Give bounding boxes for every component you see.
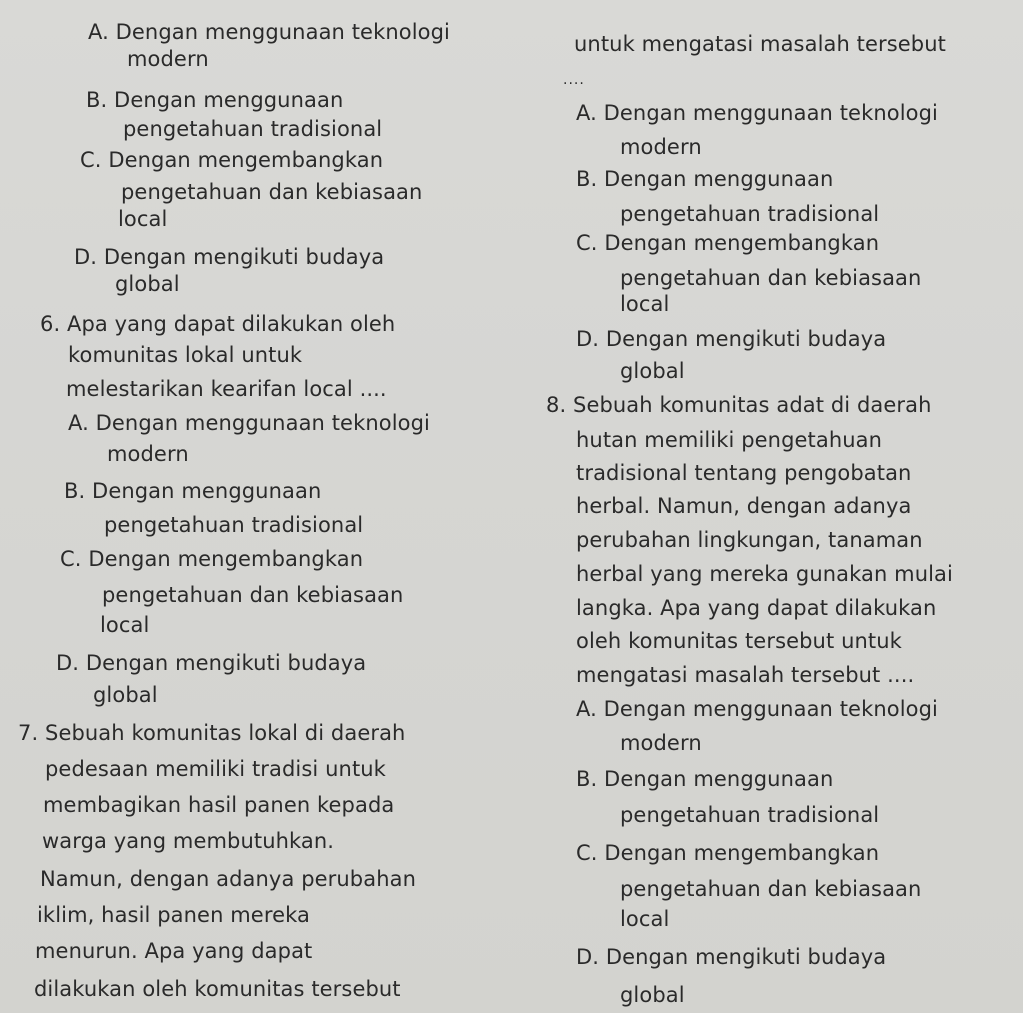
q8-option-c-line1: C. Dengan mengembangkan (576, 841, 880, 865)
q5-option-d-line1: D. Dengan mengikuti budaya (74, 245, 385, 269)
q8-question-line3: tradisional tentang pengobatan (576, 461, 912, 485)
q6-option-b-line1: B. Dengan menggunaan (64, 479, 322, 503)
q5-option-b-line2: pengetahuan tradisional (123, 117, 383, 141)
q8-option-a-line1: A. Dengan menggunaan teknologi (576, 697, 938, 721)
q7-question-line7: menurun. Apa yang dapat (35, 939, 313, 963)
q7-question-line8: dilakukan oleh komunitas tersebut (34, 977, 401, 1001)
q7-question-line5: Namun, dengan adanya perubahan (40, 867, 416, 891)
option-c-line1: C. Dengan mengembangkan (576, 231, 880, 255)
q5-option-c-line3: local (118, 207, 168, 231)
q7-question-line2: pedesaan memiliki tradisi untuk (45, 757, 386, 781)
q6-option-c-line1: C. Dengan mengembangkan (60, 547, 364, 571)
q8-question-line2: hutan memiliki pengetahuan (576, 428, 883, 452)
q6-option-a-line1: A. Dengan menggunaan teknologi (68, 411, 430, 435)
q5-option-a-line2: modern (127, 47, 209, 71)
q8-question-line7: langka. Apa yang dapat dilakukan (576, 596, 937, 620)
q6-option-b-line2: pengetahuan tradisional (104, 513, 364, 537)
q6-question-line1: 6. Apa yang dapat dilakukan oleh (40, 312, 396, 336)
q8-question-line4: herbal. Namun, dengan adanya (576, 494, 912, 518)
option-b-line1: B. Dengan menggunaan (576, 167, 834, 191)
q5-option-b-line1: B. Dengan menggunaan (86, 88, 344, 112)
q6-option-d-line2: global (93, 683, 158, 707)
option-a-line2: modern (620, 135, 702, 159)
q5-option-c-line1: C. Dengan mengembangkan (80, 148, 384, 172)
q5-option-c-line2: pengetahuan dan kebiasaan (121, 180, 423, 204)
q8-question-line6: herbal yang mereka gunakan mulai (576, 562, 953, 586)
q8-option-c-line3: local (620, 907, 670, 931)
q6-question-line2: komunitas lokal untuk (68, 343, 303, 367)
q8-option-b-line2: pengetahuan tradisional (620, 803, 880, 827)
q8-option-c-line2: pengetahuan dan kebiasaan (620, 877, 922, 901)
q8-question-line5: perubahan lingkungan, tanaman (576, 528, 923, 552)
option-a-line1: A. Dengan menggunaan teknologi (576, 101, 938, 125)
q7-question-line1: 7. Sebuah komunitas lokal di daerah (18, 721, 406, 745)
q8-question-line1: 8. Sebuah komunitas adat di daerah (546, 393, 932, 417)
option-c-line3: local (620, 292, 670, 316)
q8-question-line9: mengatasi masalah tersebut .... (576, 663, 915, 687)
q5-option-d-line2: global (115, 272, 180, 296)
continued-question-line2: .... (563, 72, 585, 88)
q8-option-d-line2: global (620, 983, 685, 1007)
option-d-line1: D. Dengan mengikuti budaya (576, 327, 887, 351)
option-b-line2: pengetahuan tradisional (620, 202, 880, 226)
q6-option-c-line2: pengetahuan dan kebiasaan (102, 583, 404, 607)
q8-option-a-line2: modern (620, 731, 702, 755)
option-d-line2: global (620, 359, 685, 383)
q8-option-b-line1: B. Dengan menggunaan (576, 767, 834, 791)
q6-option-d-line1: D. Dengan mengikuti budaya (56, 651, 367, 675)
q6-option-a-line2: modern (107, 442, 189, 466)
q7-question-line6: iklim, hasil panen mereka (37, 903, 310, 927)
q7-question-line4: warga yang membutuhkan. (42, 829, 335, 853)
q6-option-c-line3: local (100, 613, 150, 637)
q5-option-a-line1: A. Dengan menggunaan teknologi (88, 20, 450, 44)
continued-question-line1: untuk mengatasi masalah tersebut (574, 32, 946, 56)
q6-question-line3: melestarikan kearifan local .... (66, 377, 387, 401)
q8-option-d-line1: D. Dengan mengikuti budaya (576, 945, 887, 969)
q7-question-line3: membagikan hasil panen kepada (43, 793, 395, 817)
option-c-line2: pengetahuan dan kebiasaan (620, 266, 922, 290)
q8-question-line8: oleh komunitas tersebut untuk (576, 629, 902, 653)
